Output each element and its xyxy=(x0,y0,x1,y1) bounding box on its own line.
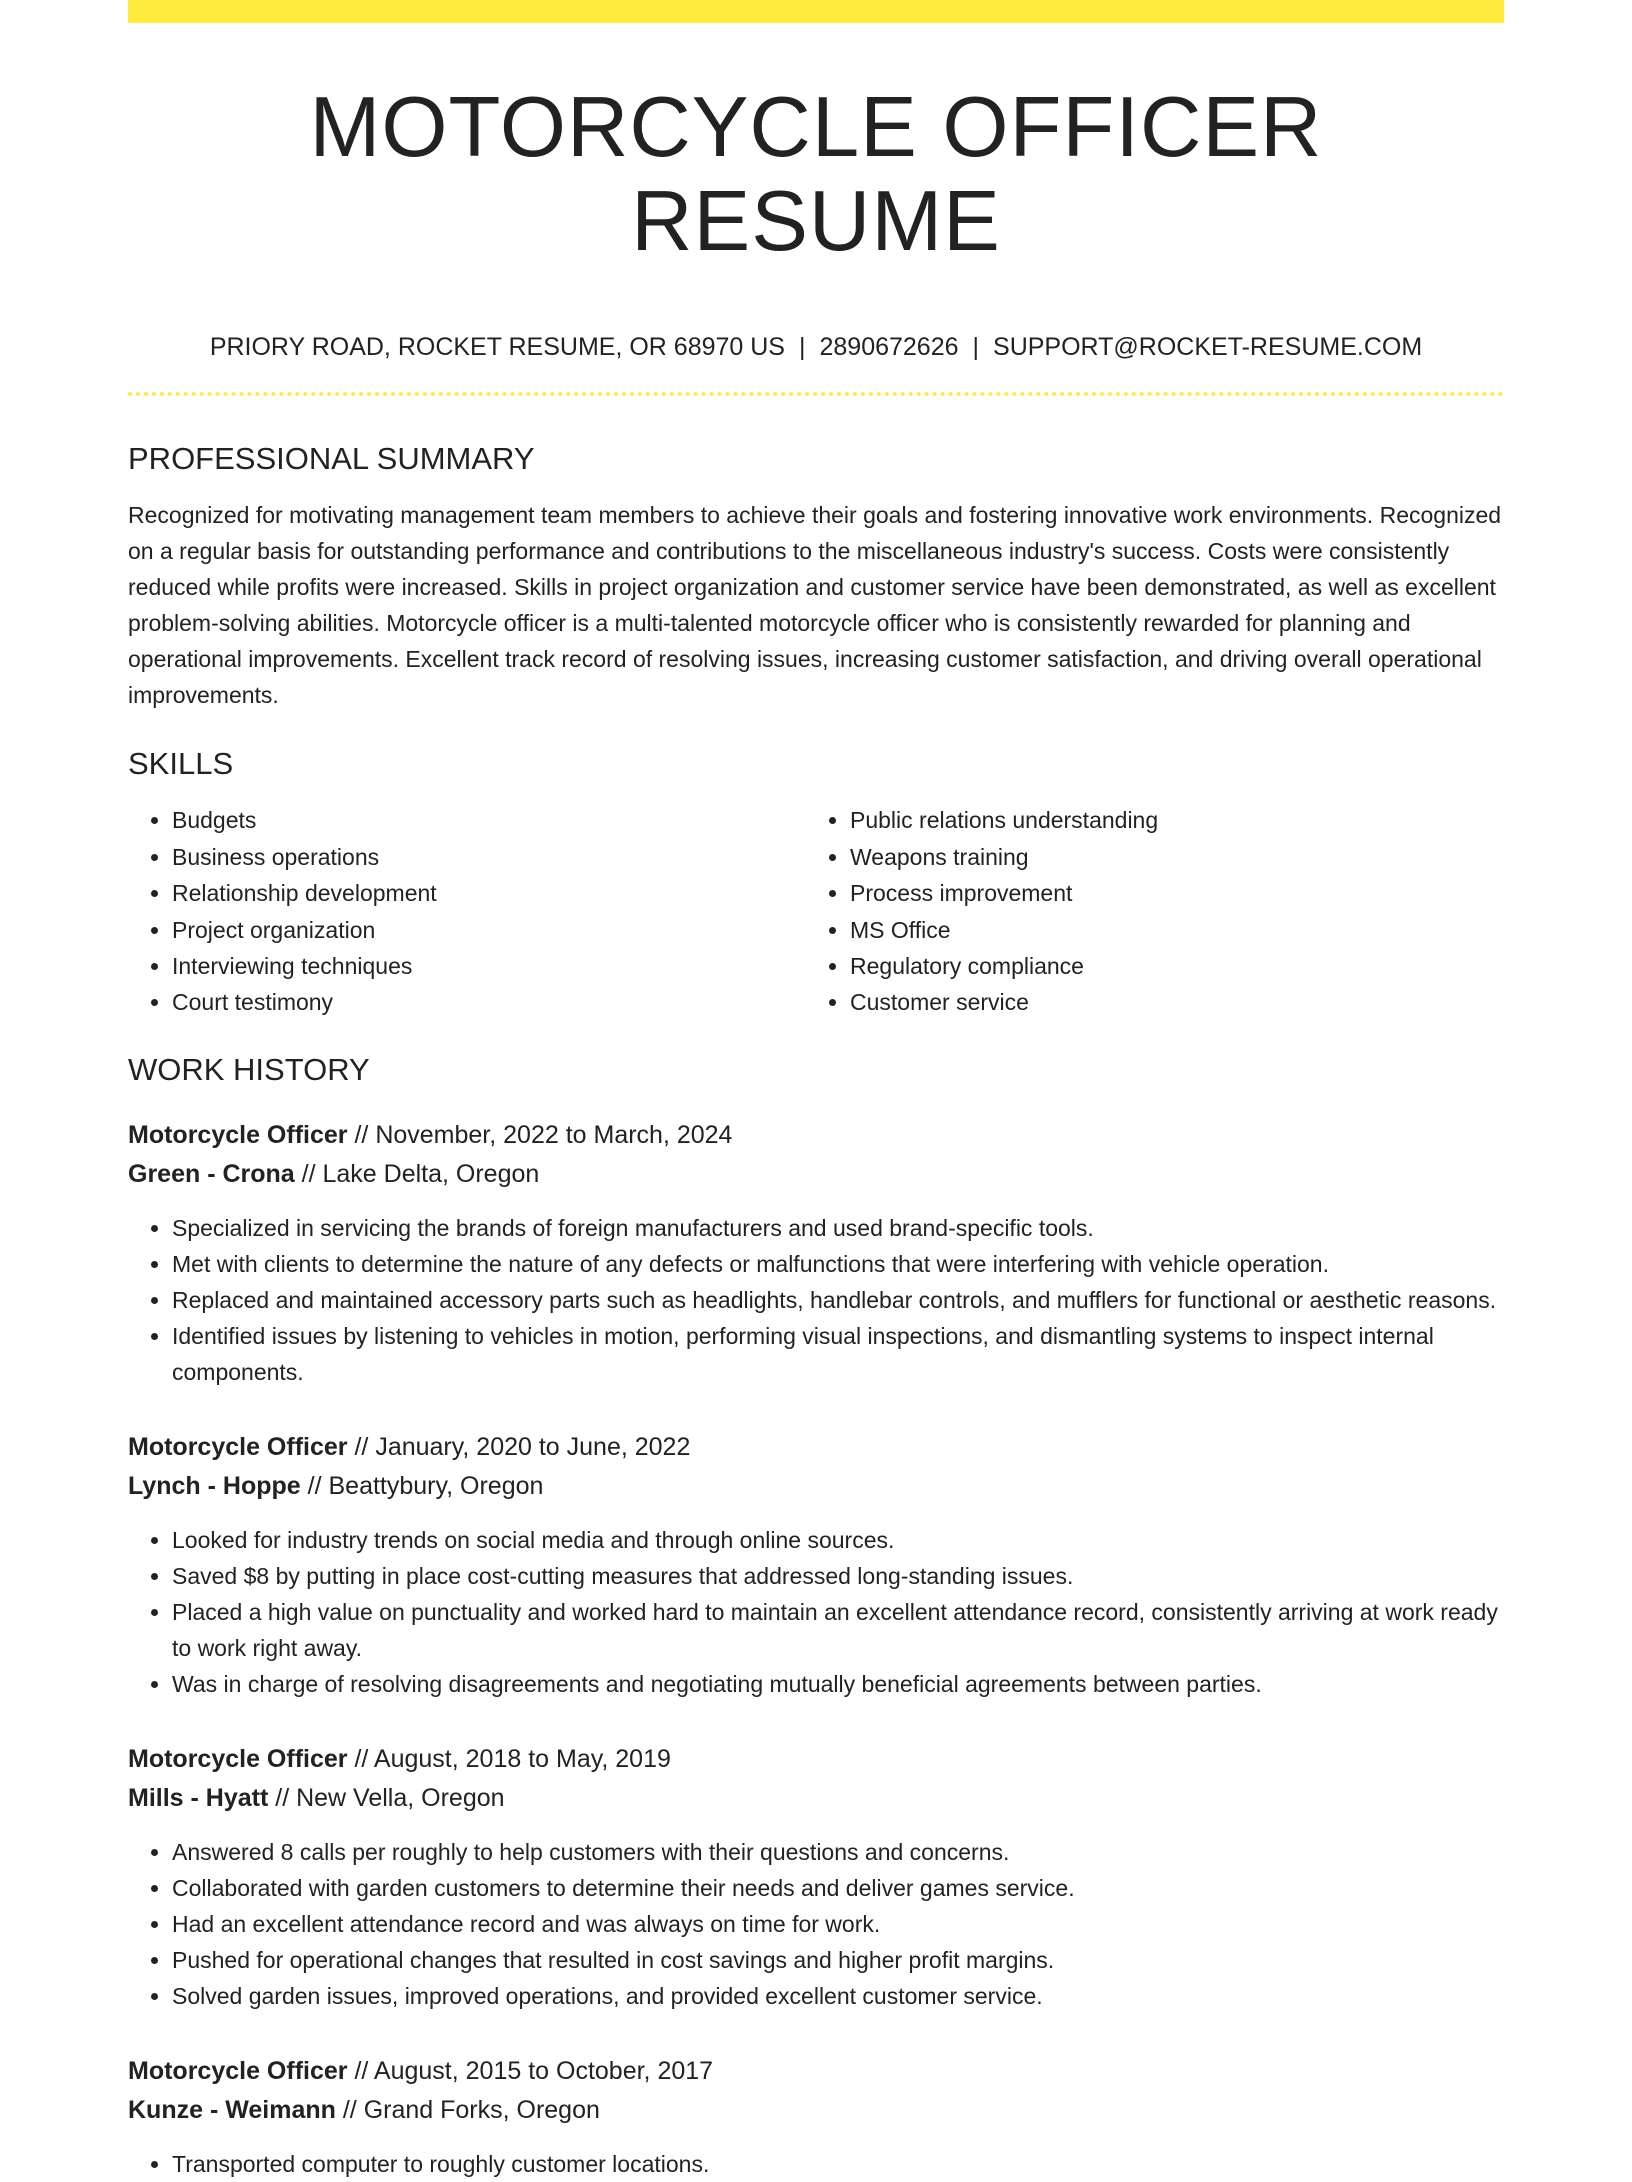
job-title: Motorcycle Officer xyxy=(128,1745,348,1773)
skill-item: • Relationship development xyxy=(172,875,806,911)
job-dates: January, 2020 to June, 2022 xyxy=(375,1433,691,1461)
job-entry xyxy=(128,1116,1504,1390)
skill-item: • Regulatory compliance xyxy=(850,948,1484,984)
job-bullet: • Met with clients to determine the nature of any defects or malfunctions that were interfering with vehicle operation. xyxy=(172,1246,1504,1282)
job-bullet: • Placed a high value on punctuality and worked hard to maintain an excellent attendance record, consistently arriving at work ready to work right away. xyxy=(172,1594,1504,1666)
skill-item: • Public relations understanding xyxy=(850,802,1484,838)
job-separator: // xyxy=(300,1472,329,1500)
job-bullet: • Transported computer to roughly customer locations. xyxy=(172,2146,1504,2182)
resume-page xyxy=(128,0,1504,2182)
job-bullet: • Replaced and maintained accessory parts such as headlights, handlebar controls, and mufflers for functional or aesthetic reasons. xyxy=(172,1282,1504,1318)
skill-item: • Budgets xyxy=(172,802,806,838)
job-bullet-list xyxy=(128,1522,1504,1702)
job-separator: // xyxy=(347,1433,376,1461)
job-company: Mills - Hyatt xyxy=(128,1784,269,1812)
job-bullet-list xyxy=(128,1834,1504,2014)
job-entry xyxy=(128,1428,1504,1702)
contact-address: PRIORY ROAD, ROCKET RESUME, OR 68970 US xyxy=(209,333,785,361)
job-title: Motorcycle Officer xyxy=(128,2057,348,2085)
job-bullet: • Was in charge of resolving disagreements and negotiating mutually beneficial agreements between parties. xyxy=(172,1666,1504,1702)
skill-item: • Interviewing techniques xyxy=(172,948,806,984)
contact-separator: | xyxy=(798,333,806,361)
job-company: Kunze - Weimann xyxy=(128,2096,336,2124)
job-bullet: • Specialized in servicing the brands of foreign manufacturers and used brand-specific tools. xyxy=(172,1210,1504,1246)
job-dates: August, 2015 to October, 2017 xyxy=(373,2057,714,2085)
job-title-line xyxy=(128,1428,1504,1467)
skill-item: • Weapons training xyxy=(850,839,1484,875)
job-bullet: • Answered 8 calls per roughly to help customers with their questions and concerns. xyxy=(172,1834,1504,1870)
skill-item: • Business operations xyxy=(172,839,806,875)
job-separator: // xyxy=(294,1160,323,1188)
job-separator: // xyxy=(347,1121,376,1149)
job-entry xyxy=(128,1740,1504,2014)
job-company-line xyxy=(128,2091,1504,2130)
contact-phone: 2890672626 xyxy=(819,333,959,361)
job-bullet: • Pushed for operational changes that resulted in cost savings and higher profit margins. xyxy=(172,1942,1504,1978)
contact-line xyxy=(128,332,1504,362)
job-separator: // xyxy=(347,1745,374,1773)
job-company: Lynch - Hoppe xyxy=(128,1472,301,1500)
job-title: Motorcycle Officer xyxy=(128,1121,348,1149)
job-dates: August, 2018 to May, 2019 xyxy=(373,1745,671,1773)
skill-item: • Court testimony xyxy=(172,984,806,1020)
contact-email: SUPPORT@ROCKET-RESUME.COM xyxy=(993,333,1423,361)
job-entry xyxy=(128,2052,1504,2182)
job-title-line xyxy=(128,2052,1504,2091)
resume-title: MOTORCYCLE OFFICER RESUME xyxy=(309,80,1323,269)
job-location: Beattybury, Oregon xyxy=(328,1472,544,1500)
job-company-line xyxy=(128,1467,1504,1506)
skills-right-column xyxy=(806,802,1484,1020)
job-location: Grand Forks, Oregon xyxy=(363,2096,600,2124)
skill-item: • MS Office xyxy=(850,912,1484,948)
job-bullet: • Collaborated with garden customers to determine their needs and deliver games service. xyxy=(172,1870,1504,1906)
skills-left-column xyxy=(128,802,806,1020)
top-accent-bar xyxy=(128,0,1504,23)
skills-heading: SKILLS xyxy=(128,746,234,782)
job-bullet: • Solved garden issues, improved operations, and provided excellent customer service. xyxy=(172,1978,1504,2014)
job-bullet-list xyxy=(128,1210,1504,1390)
job-separator: // xyxy=(268,1784,297,1812)
summary-text: Recognized for motivating management team members to achieve their goals and fostering innovative work environments. Recognized on a regular basis for outstanding performance and contributions to the miscellaneous industry's success. Costs were consistently reduced while profits were increased. Skills in project organization and customer service have been demonstrated, as well as excellent problem-solving abilities. Motorcycle officer is a multi-talented motorcycle officer who is consistently rewarded for planning and operational improvements. Excellent track record of resolving issues, increasing customer satisfaction, and driving overall operational improvements. xyxy=(128,502,1502,709)
job-company-line xyxy=(128,1779,1504,1818)
job-location: Lake Delta, Oregon xyxy=(322,1160,540,1188)
job-separator: // xyxy=(335,2096,364,2124)
skill-item: • Process improvement xyxy=(850,875,1484,911)
dotted-divider xyxy=(128,392,1504,396)
job-title-line xyxy=(128,1740,1504,1779)
job-bullet-list xyxy=(128,2146,1504,2182)
job-bullet: • Saved $8 by putting in place cost-cutting measures that addressed long-standing issues. xyxy=(172,1558,1504,1594)
contact-separator: | xyxy=(972,333,980,361)
job-location: New Vella, Oregon xyxy=(296,1784,505,1812)
skills-grid xyxy=(128,802,1504,1020)
job-title-line xyxy=(128,1116,1504,1155)
work-history-heading: WORK HISTORY xyxy=(128,1051,370,1087)
job-dates: November, 2022 to March, 2024 xyxy=(375,1121,733,1149)
summary-heading: PROFESSIONAL SUMMARY xyxy=(128,441,535,476)
job-bullet: • Looked for industry trends on social media and through online sources. xyxy=(172,1522,1504,1558)
skill-item: • Project organization xyxy=(172,912,806,948)
job-title: Motorcycle Officer xyxy=(128,1433,348,1461)
job-bullet: • Had an excellent attendance record and was always on time for work. xyxy=(172,1906,1504,1942)
skill-item: • Customer service xyxy=(850,984,1484,1020)
job-company-line xyxy=(128,1155,1504,1194)
job-company: Green - Crona xyxy=(128,1160,295,1188)
job-separator: // xyxy=(347,2057,374,2085)
job-bullet: • Identified issues by listening to vehicles in motion, performing visual inspections, and dismantling systems to inspect internal components. xyxy=(172,1318,1504,1390)
